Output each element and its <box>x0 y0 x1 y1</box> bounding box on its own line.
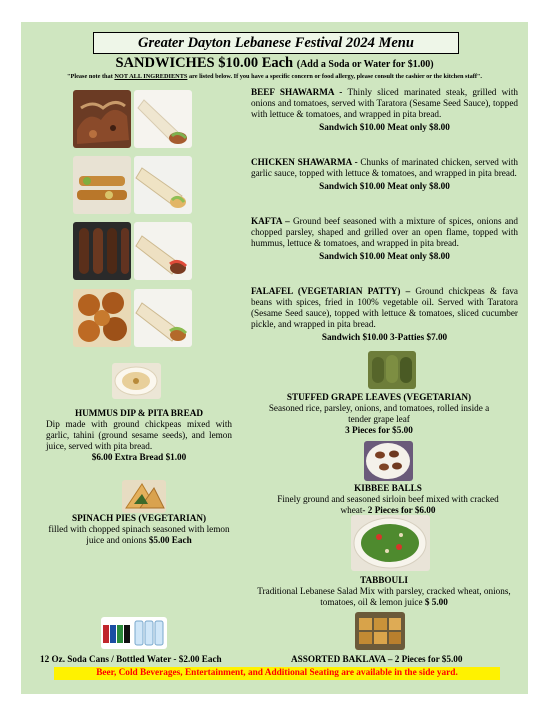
falafel-price: Sandwich $10.00 3-Patties $7.00 <box>321 332 448 342</box>
tabbouli-item <box>253 575 515 608</box>
chicken-shawarma-photo <box>73 156 131 214</box>
spinach-pies-photo <box>122 480 166 513</box>
chicken-shawarma-price: Sandwich $10.00 Meat only $8.00 <box>319 181 450 191</box>
falafel-item: FALAFEL (VEGETARIAN PATTY) – Ground chickpeas & fava beans with spices, fried in 100% vegetable oil. Served with Taratora (Sesame Seed sauce), topped with lettuce & tomatoes, sliced cucumber pickle, and wrapped in pita bread. Sandwich $10.00 3-Patties $7.00 <box>251 286 518 342</box>
side-yard-banner: Beer, Cold Beverages, Entertainment, and Additional Seating are available in the side yard. <box>54 667 500 680</box>
beef-shawarma-wrap-photo <box>134 90 192 148</box>
menu-page <box>21 22 528 694</box>
hummus-photo <box>112 363 161 399</box>
falafel-wrap-photo <box>134 289 192 347</box>
hummus-desc: Dip made with ground chickpeas mixed with garlic, tahini (ground sesame seeds), and lemon juice, served with pita bread. <box>46 419 232 451</box>
grape-leaves-price: 3 Pieces for $5.00 <box>345 425 413 435</box>
soda-water-item: 12 Oz. Soda Cans / Bottled Water - $2.00 Each <box>40 654 222 664</box>
spinach-pies-item <box>46 513 232 546</box>
grape-leaves-name: STUFFED GRAPE LEAVES (VEGETARIAN) <box>286 392 472 402</box>
kafta-photo <box>73 222 131 280</box>
kafta-item: KAFTA – Ground beef seasoned with a mixture of spices, onions and chopped parsley, shaped and grilled over an open flame, topped with hummus, lettuce & tomatoes, and wrapped in pita bread. Sandwich $10.00 Meat only $8.00 <box>251 216 518 261</box>
baklava-item: ASSORTED BAKLAVA – 2 Pieces for $5.00 <box>291 654 463 664</box>
allergy-notice: "Please note that NOT ALL INGREDIENTS are listed below. If you have a specific concern or food allergy, please consult the cashier or the kitchen staff". <box>66 73 482 80</box>
kibbee-name: KIBBEE BALLS <box>354 483 422 493</box>
baklava-photo <box>355 612 405 650</box>
sandwiches-price: SANDWICHES $10.00 Each <box>115 55 294 71</box>
kafta-price: Sandwich $10.00 Meat only $8.00 <box>319 251 450 261</box>
beef-shawarma-photo <box>73 90 131 148</box>
tabbouli-desc: Traditional Lebanese Salad Mix with parsley, cracked wheat, onions, tomatoes, oil & lemon juice $ 5.00 <box>257 586 511 607</box>
hummus-item <box>46 408 232 463</box>
grape-leaves-item <box>259 392 499 436</box>
kibbee-photo <box>364 441 413 481</box>
hummus-name: HUMMUS DIP & PITA BREAD <box>75 408 203 418</box>
chicken-shawarma-item: CHICKEN SHAWARMA - Chunks of marinated chicken, served with garlic sauce, topped with lettuce & tomatoes, and wrapped in pita bread. Sandwich $10.00 Meat only $8.00 <box>251 157 518 191</box>
falafel-photo <box>73 289 131 347</box>
beef-shawarma-price: Sandwich $10.00 Meat only $8.00 <box>319 122 450 132</box>
kibbee-desc: Finely ground and seasoned sirloin beef mixed with cracked wheat- 2 Pieces for $6.00 <box>277 494 499 515</box>
sandwiches-heading <box>21 55 528 72</box>
beef-shawarma-item: BEEF SHAWARMA - Thinly sliced marinated steak, grilled with onions and tomatoes, served with Taratora (Sesame Seed Sauce), topped with lettuce & tomatoes, and wrapped in pita bread. Sandwich $10.00 Meat only $8.00 <box>251 87 518 132</box>
grape-leaves-desc: Seasoned rice, parsley, onions, and tomatoes, rolled inside a tender grape leaf <box>268 403 490 424</box>
tabbouli-photo <box>351 515 430 571</box>
menu-title: Greater Dayton Lebanese Festival 2024 Menu <box>93 32 459 54</box>
kafta-wrap-photo <box>134 222 192 280</box>
sandwiches-addon-note: (Add a Soda or Water for $1.00) <box>296 59 434 70</box>
chicken-shawarma-wrap-photo <box>134 156 192 214</box>
tabbouli-name: TABBOULI <box>360 575 408 585</box>
spinach-pies-desc: filled with chopped spinach seasoned with lemon juice and onions $5.00 Each <box>48 524 230 545</box>
hummus-price: $6.00 Extra Bread $1.00 <box>91 452 187 462</box>
spinach-pies-name: SPINACH PIES (VEGETARIAN) <box>71 513 207 523</box>
kibbee-item <box>273 483 503 516</box>
grape-leaves-photo <box>368 351 416 389</box>
soda-water-photo <box>101 617 167 649</box>
